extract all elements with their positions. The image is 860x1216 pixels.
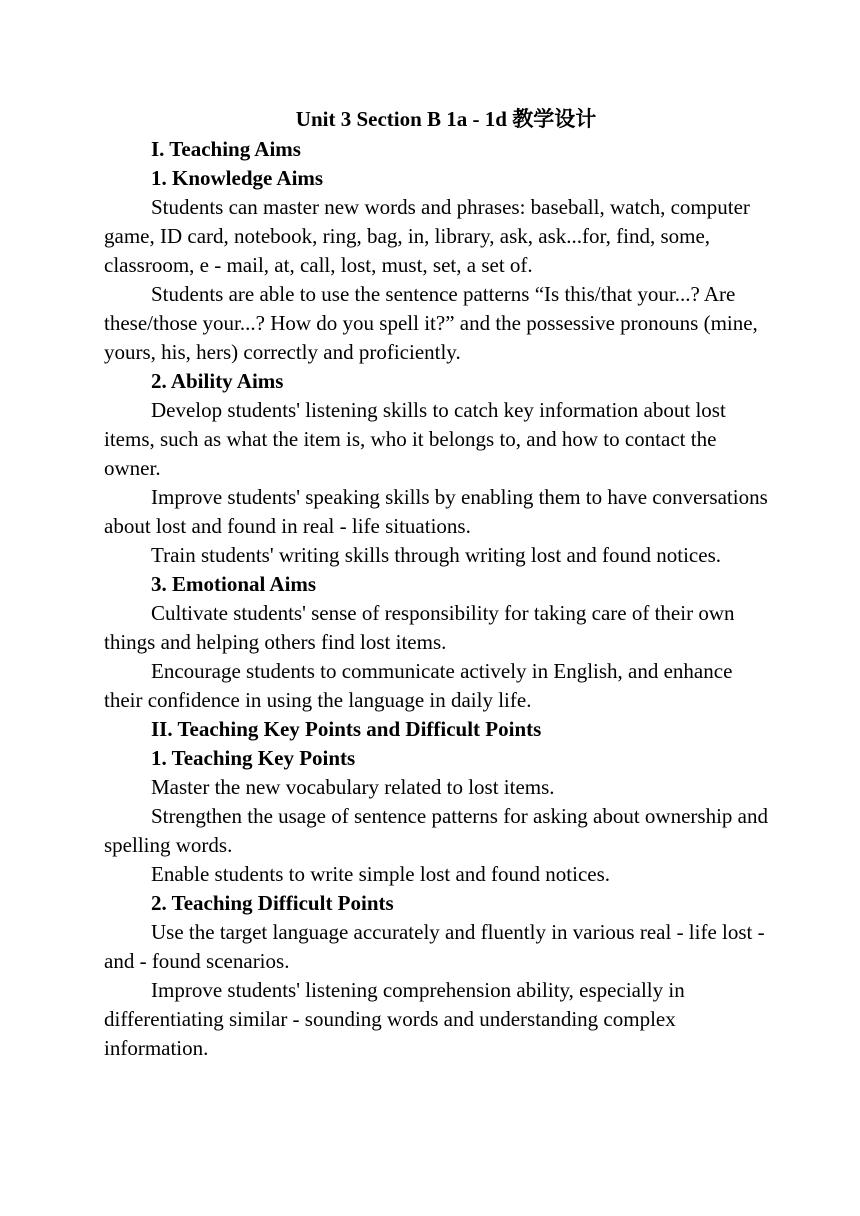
subheading-difficult-points: 2. Teaching Difficult Points — [151, 891, 394, 915]
subheading-emotional-aims: 3. Emotional Aims — [151, 572, 317, 596]
paragraph-key-sentence-patterns: Strengthen the usage of sentence patterns for asking about ownership and spelling words. — [104, 804, 768, 857]
document-title: Unit 3 Section B 1a - 1d 教学设计 — [295, 107, 597, 131]
paragraph-difficult-target-language: Use the target language accurately and fluently in various real - life lost - and - found scenarios. — [104, 920, 765, 973]
subheading-key-points: 1. Teaching Key Points — [151, 746, 356, 770]
paragraph-knowledge-vocabulary: Students can master new words and phrases: baseball, watch, computer game, ID card, notebook, ring, bag, in, library, ask, ask...for, find, some, classroom, e - mail, at, call, lost, must, set, a set of. — [104, 195, 750, 277]
document-page — [104, 104, 768, 1063]
subheading-knowledge-aims: 1. Knowledge Aims — [151, 166, 324, 190]
section-heading-teaching-aims: I. Teaching Aims — [151, 137, 301, 161]
paragraph-difficult-listening: Improve students' listening comprehension ability, especially in differentiating similar - sounding words and understanding complex information. — [104, 978, 685, 1060]
paragraph-key-notices: Enable students to write simple lost and found notices. — [151, 862, 611, 886]
section-heading-key-difficult-points: II. Teaching Key Points and Difficult Points — [151, 717, 542, 741]
paragraph-ability-listening: Develop students' listening skills to catch key information about lost items, such as what the item is, who it belongs to, and how to contact the owner. — [104, 398, 726, 480]
paragraph-emotional-communication: Encourage students to communicate actively in English, and enhance their confidence in using the language in daily life. — [104, 659, 733, 712]
paragraph-emotional-responsibility: Cultivate students' sense of responsibility for taking care of their own things and helping others find lost items. — [104, 601, 735, 654]
subheading-ability-aims: 2. Ability Aims — [151, 369, 284, 393]
paragraph-ability-writing: Train students' writing skills through writing lost and found notices. — [151, 543, 721, 567]
paragraph-knowledge-sentence-patterns: Students are able to use the sentence patterns “Is this/that your...? Are these/those your...? How do you spell it?” and the possessive pronouns (mine, yours, his, hers) correctly and proficiently. — [104, 282, 758, 364]
paragraph-ability-speaking: Improve students' speaking skills by enabling them to have conversations about lost and found in real - life situations. — [104, 485, 768, 538]
paragraph-key-vocabulary: Master the new vocabulary related to lost items. — [151, 775, 555, 799]
